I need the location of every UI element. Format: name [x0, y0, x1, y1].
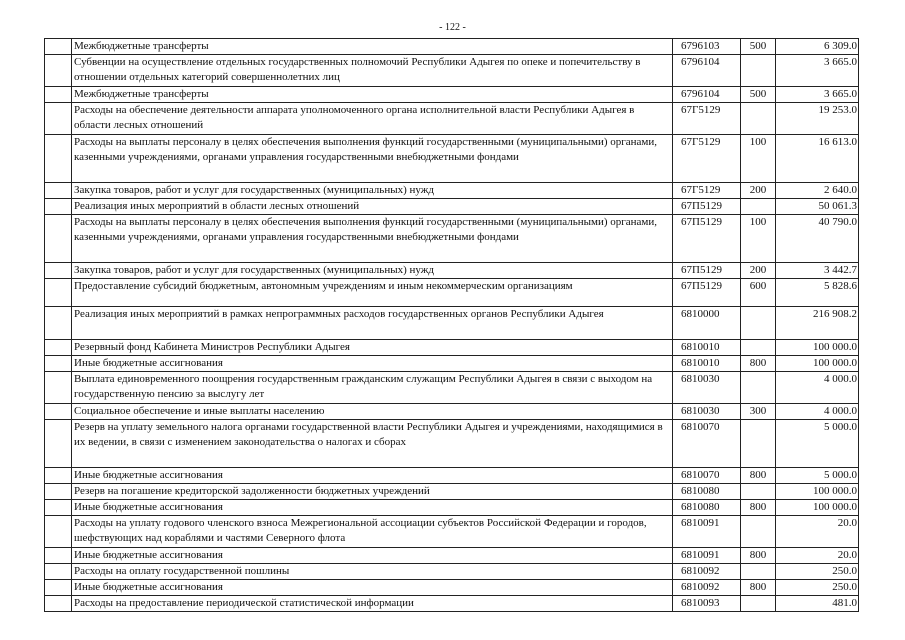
expense-type-cell — [741, 103, 776, 135]
row-number-cell — [45, 279, 72, 307]
expense-name-cell: Выплата единовременного поощрения государственным гражданским служащим Республики Адыгея в связи с выходом на государственную пенсию за выслугу лет — [72, 372, 673, 404]
expense-type-cell: 800 — [741, 548, 776, 564]
table-row — [45, 263, 859, 279]
table-row — [45, 580, 859, 596]
expense-type-cell — [741, 340, 776, 356]
target-code-cell: 6810070 — [673, 420, 741, 468]
expense-type-cell — [741, 484, 776, 500]
expense-type-cell — [741, 55, 776, 87]
amount-cell: 250.0 — [776, 580, 859, 596]
expense-name-cell: Иные бюджетные ассигнования — [72, 468, 673, 484]
amount-cell: 20.0 — [776, 548, 859, 564]
table-row — [45, 183, 859, 199]
target-code-cell: 6810091 — [673, 516, 741, 548]
row-number-cell — [45, 484, 72, 500]
expense-type-cell — [741, 564, 776, 580]
target-code-cell: 6810091 — [673, 548, 741, 564]
expense-type-cell — [741, 199, 776, 215]
table-row — [45, 596, 859, 612]
amount-cell: 20.0 — [776, 516, 859, 548]
row-number-cell — [45, 548, 72, 564]
amount-cell: 3 665.0 — [776, 55, 859, 87]
amount-cell: 100 000.0 — [776, 340, 859, 356]
table-row — [45, 199, 859, 215]
expense-name-cell: Субвенции на осуществление отдельных государственных полномочий Республики Адыгея по опеке и попечительству в отношении отдельных категорий совершеннолетних лиц — [72, 55, 673, 87]
expense-type-cell: 800 — [741, 468, 776, 484]
target-code-cell: 6796104 — [673, 55, 741, 87]
budget-table-body — [45, 39, 859, 612]
expense-type-cell — [741, 516, 776, 548]
target-code-cell: 67П5129 — [673, 279, 741, 307]
expense-name-cell: Расходы на выплаты персоналу в целях обеспечения выполнения функций государственными (муниципальными) органами, казенными учреждениями, органами управления государственными внебюджетными фондами — [72, 135, 673, 183]
target-code-cell: 6810000 — [673, 307, 741, 340]
table-row — [45, 55, 859, 87]
row-number-cell — [45, 516, 72, 548]
amount-cell: 5 000.0 — [776, 420, 859, 468]
row-number-cell — [45, 307, 72, 340]
target-code-cell: 6810080 — [673, 500, 741, 516]
expense-name-cell: Расходы на предоставление периодической статистической информации — [72, 596, 673, 612]
page-number: - 122 - — [439, 22, 466, 33]
table-row — [45, 103, 859, 135]
row-number-cell — [45, 404, 72, 420]
row-number-cell — [45, 103, 72, 135]
amount-cell: 3 665.0 — [776, 87, 859, 103]
target-code-cell: 6810010 — [673, 356, 741, 372]
target-code-cell: 6810070 — [673, 468, 741, 484]
expense-name-cell: Иные бюджетные ассигнования — [72, 356, 673, 372]
amount-cell: 5 000.0 — [776, 468, 859, 484]
expense-name-cell: Резервный фонд Кабинета Министров Республики Адыгея — [72, 340, 673, 356]
expense-name-cell: Расходы на оплату государственной пошлины — [72, 564, 673, 580]
expense-name-cell: Расходы на уплату годового членского взноса Межрегиональной ассоциации субъектов Российской Федерации и городов, шефствующих над кораблями и частями Северного флота — [72, 516, 673, 548]
amount-cell: 250.0 — [776, 564, 859, 580]
row-number-cell — [45, 596, 72, 612]
expense-name-cell: Реализация иных мероприятий в области лесных отношений — [72, 199, 673, 215]
table-row — [45, 468, 859, 484]
expense-type-cell: 800 — [741, 500, 776, 516]
expense-name-cell: Иные бюджетные ассигнования — [72, 548, 673, 564]
expense-type-cell: 500 — [741, 39, 776, 55]
expense-type-cell: 100 — [741, 215, 776, 263]
expense-name-cell: Иные бюджетные ассигнования — [72, 500, 673, 516]
amount-cell: 100 000.0 — [776, 356, 859, 372]
table-row — [45, 484, 859, 500]
target-code-cell: 67П5129 — [673, 199, 741, 215]
table-row — [45, 372, 859, 404]
row-number-cell — [45, 263, 72, 279]
row-number-cell — [45, 55, 72, 87]
expense-name-cell: Расходы на обеспечение деятельности аппарата уполномоченного органа исполнительной власти Республики Адыгея в области лесных отношений — [72, 103, 673, 135]
table-row — [45, 404, 859, 420]
expense-name-cell: Закупка товаров, работ и услуг для государственных (муниципальных) нужд — [72, 263, 673, 279]
amount-cell: 50 061.3 — [776, 199, 859, 215]
amount-cell: 100 000.0 — [776, 500, 859, 516]
target-code-cell: 6810030 — [673, 372, 741, 404]
target-code-cell: 67Г5129 — [673, 103, 741, 135]
row-number-cell — [45, 372, 72, 404]
expense-name-cell: Резерв на погашение кредиторской задолженности бюджетных учреждений — [72, 484, 673, 500]
row-number-cell — [45, 564, 72, 580]
amount-cell: 16 613.0 — [776, 135, 859, 183]
expense-type-cell: 800 — [741, 580, 776, 596]
target-code-cell: 6810080 — [673, 484, 741, 500]
expense-name-cell: Иные бюджетные ассигнования — [72, 580, 673, 596]
expense-name-cell: Закупка товаров, работ и услуг для государственных (муниципальных) нужд — [72, 183, 673, 199]
amount-cell: 100 000.0 — [776, 484, 859, 500]
row-number-cell — [45, 468, 72, 484]
target-code-cell: 6810092 — [673, 580, 741, 596]
amount-cell: 4 000.0 — [776, 372, 859, 404]
amount-cell: 216 908.2 — [776, 307, 859, 340]
table-row — [45, 500, 859, 516]
row-number-cell — [45, 135, 72, 183]
expense-type-cell: 200 — [741, 183, 776, 199]
expense-name-cell: Межбюджетные трансферты — [72, 87, 673, 103]
expense-name-cell: Межбюджетные трансферты — [72, 39, 673, 55]
table-row — [45, 564, 859, 580]
amount-cell: 5 828.6 — [776, 279, 859, 307]
expense-type-cell — [741, 420, 776, 468]
expense-type-cell — [741, 307, 776, 340]
row-number-cell — [45, 580, 72, 596]
amount-cell: 40 790.0 — [776, 215, 859, 263]
table-row — [45, 135, 859, 183]
row-number-cell — [45, 39, 72, 55]
target-code-cell: 6810030 — [673, 404, 741, 420]
target-code-cell: 6810093 — [673, 596, 741, 612]
expense-name-cell: Расходы на выплаты персоналу в целях обеспечения выполнения функций государственными (муниципальными) органами, казенными учреждениями, органами управления государственными внебюджетными фондами — [72, 215, 673, 263]
row-number-cell — [45, 183, 72, 199]
table-row — [45, 516, 859, 548]
row-number-cell — [45, 215, 72, 263]
expense-name-cell: Реализация иных мероприятий в рамках непрограммных расходов государственных органов Республики Адыгея — [72, 307, 673, 340]
expense-type-cell — [741, 596, 776, 612]
table-row — [45, 215, 859, 263]
expense-name-cell: Резерв на уплату земельного налога органами государственной власти Республики Адыгея и учреждениями, находящимися в их ведении, в связи с изменением законодательства о налогах и сборах — [72, 420, 673, 468]
target-code-cell: 67П5129 — [673, 263, 741, 279]
expense-name-cell: Предоставление субсидий бюджетным, автономным учреждениям и иным некоммерческим организациям — [72, 279, 673, 307]
target-code-cell: 6796103 — [673, 39, 741, 55]
expense-type-cell: 800 — [741, 356, 776, 372]
target-code-cell: 6810092 — [673, 564, 741, 580]
row-number-cell — [45, 87, 72, 103]
amount-cell: 4 000.0 — [776, 404, 859, 420]
target-code-cell: 67Г5129 — [673, 135, 741, 183]
table-row — [45, 548, 859, 564]
amount-cell: 6 309.0 — [776, 39, 859, 55]
expense-type-cell: 100 — [741, 135, 776, 183]
table-row — [45, 420, 859, 468]
expense-type-cell: 500 — [741, 87, 776, 103]
row-number-cell — [45, 340, 72, 356]
budget-table — [44, 38, 859, 612]
target-code-cell: 67Г5129 — [673, 183, 741, 199]
row-number-cell — [45, 420, 72, 468]
table-row — [45, 307, 859, 340]
row-number-cell — [45, 500, 72, 516]
expense-type-cell: 300 — [741, 404, 776, 420]
amount-cell: 19 253.0 — [776, 103, 859, 135]
amount-cell: 2 640.0 — [776, 183, 859, 199]
table-row — [45, 340, 859, 356]
table-row — [45, 356, 859, 372]
table-row — [45, 39, 859, 55]
expense-type-cell: 200 — [741, 263, 776, 279]
target-code-cell: 6796104 — [673, 87, 741, 103]
amount-cell: 3 442.7 — [776, 263, 859, 279]
target-code-cell: 67П5129 — [673, 215, 741, 263]
target-code-cell: 6810010 — [673, 340, 741, 356]
row-number-cell — [45, 356, 72, 372]
amount-cell: 481.0 — [776, 596, 859, 612]
table-row — [45, 279, 859, 307]
row-number-cell — [45, 199, 72, 215]
expense-type-cell — [741, 372, 776, 404]
expense-type-cell: 600 — [741, 279, 776, 307]
table-row — [45, 87, 859, 103]
expense-name-cell: Социальное обеспечение и иные выплаты населению — [72, 404, 673, 420]
